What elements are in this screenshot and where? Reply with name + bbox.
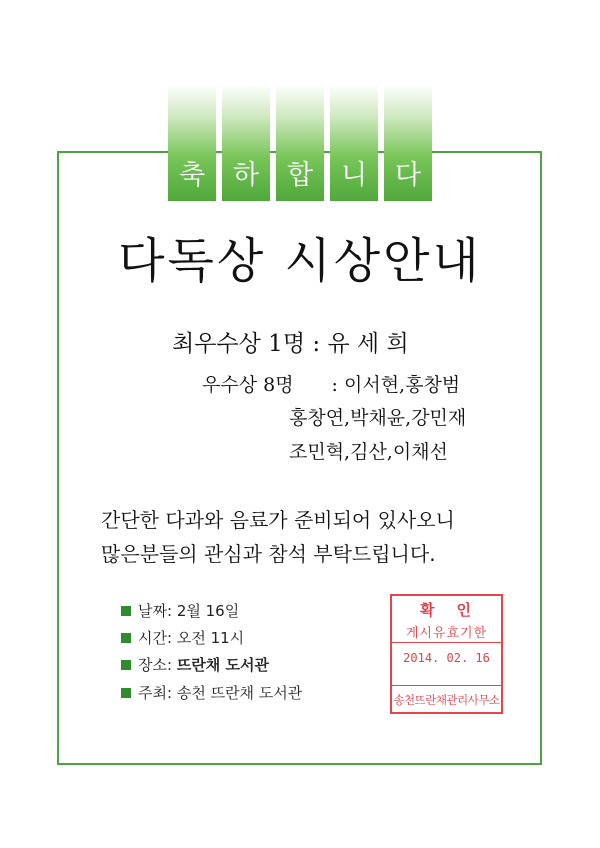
excellence-prize [202,370,460,397]
stamp-period: 게시유효기한 [405,626,488,641]
header-tab [168,84,216,201]
info-date [121,600,239,621]
header-tab-label: 축 [178,160,206,191]
info-time [121,627,244,648]
info-label: 장소: [138,656,173,674]
excellence-names-line: 홍창연,박채윤,강민재 [289,407,467,429]
header-tab [222,84,270,201]
info-value: 뜨란채 도서관 [176,656,269,674]
bullet-square-icon [121,606,131,616]
page-title: 다독상 시상안내 [118,233,482,289]
info-label: 날짜: [138,602,173,620]
stamp-date: 2014. 02. 16 [403,651,490,665]
excellence-label: 우수상 8명 [202,374,294,396]
info-value: 2월 16일 [176,602,240,620]
header-tab-label: 다 [394,160,422,191]
invitation-message-line: 간단한 다과와 음료가 준비되어 있사오니 [101,508,455,532]
info-host [121,682,302,703]
info-value: 송천 뜨란채 도서관 [176,684,303,702]
stamp-word: 인 [456,601,473,619]
bullet-square-icon [121,633,131,643]
bullet-square-icon [121,688,131,698]
header-tab [330,84,378,201]
info-place [121,654,269,675]
stamp-divider [392,685,501,686]
header-tab [384,84,432,201]
excellence-names-line: 조민혁,김산,이채선 [289,441,448,463]
header-tab-label: 하 [232,160,260,191]
stamp-heading [392,599,501,620]
info-value: 오전 11시 [176,629,245,647]
info-label: 시간: [138,629,173,647]
info-label: 주최: [138,684,173,702]
stamp-office: 송천뜨란채관리사무소 [393,693,500,707]
approval-stamp [390,594,503,714]
top-prize: 최우수상 1명 : 유 세 희 [172,331,409,357]
invitation-message-line: 많은분들의 관심과 참석 부탁드립니다. [101,542,436,566]
bullet-square-icon [121,660,131,670]
excellence-names: : 이서현,홍창범 [331,374,461,396]
header-tab [276,84,324,201]
stamp-word: 확 [420,601,437,619]
header-tab-label: 니 [340,160,368,191]
stamp-divider [392,642,501,643]
header-tabs [168,84,432,201]
header-tab-label: 합 [286,160,314,191]
